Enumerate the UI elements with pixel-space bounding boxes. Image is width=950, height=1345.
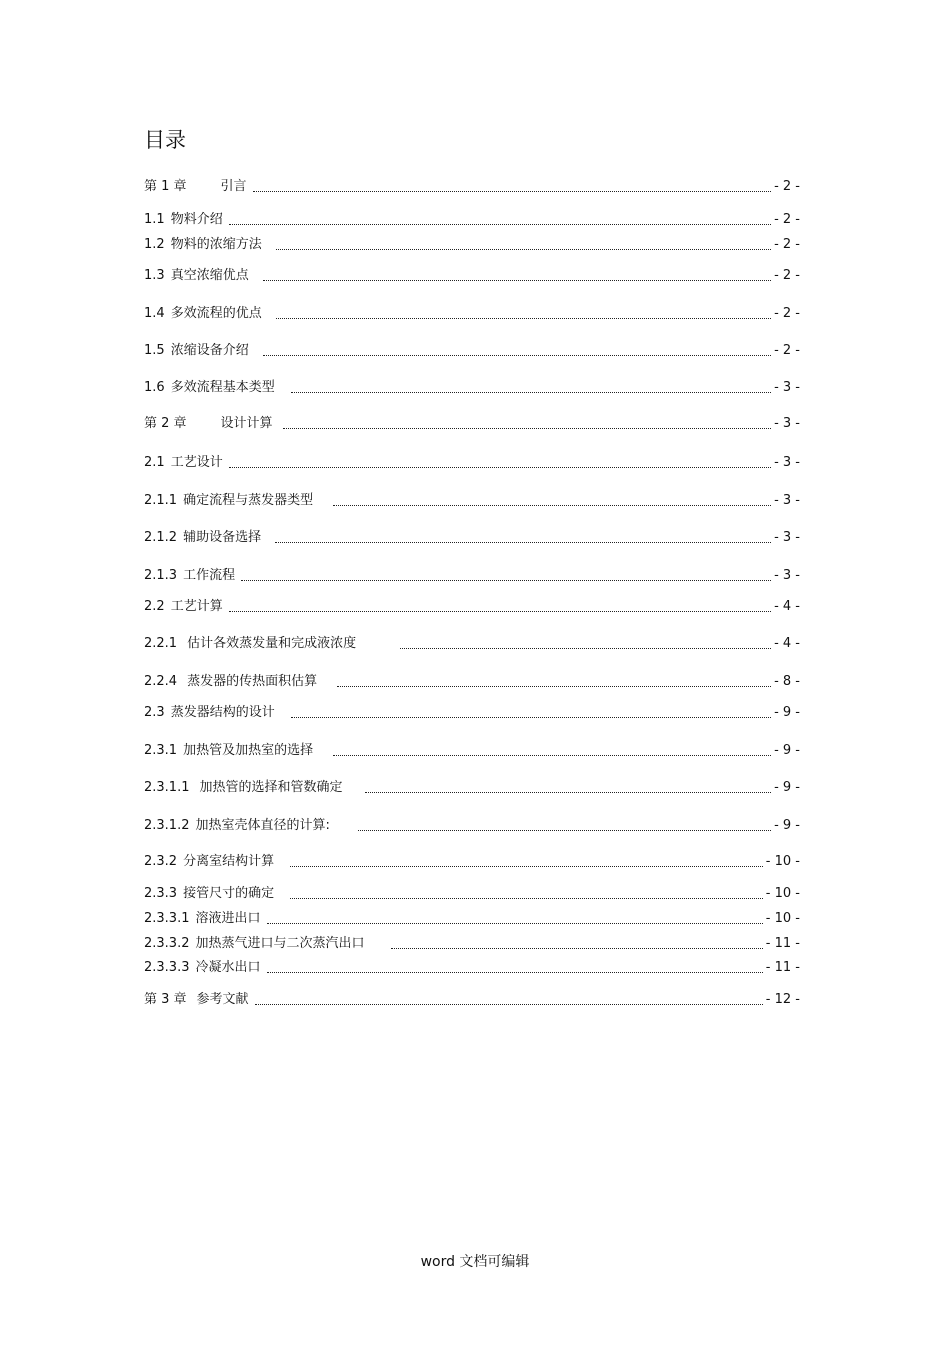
toc-entry-number: 2.2 xyxy=(144,599,165,614)
toc-entry-page: - 4 - xyxy=(774,636,800,651)
toc-leader-dots xyxy=(263,354,771,356)
toc-entry[interactable] xyxy=(144,814,800,834)
toc-entry-page: - 2 - xyxy=(774,306,800,321)
toc-entry-number: 2.3.1.2 xyxy=(144,818,190,833)
toc-entry-page: - 10 - xyxy=(765,886,800,901)
toc-entry[interactable] xyxy=(144,302,800,322)
toc-entry-page: - 8 - xyxy=(774,674,800,689)
toc-title: 目录 xyxy=(144,128,186,152)
toc-entry[interactable] xyxy=(144,739,800,759)
toc-leader-dots xyxy=(337,685,771,687)
toc-entry-number: 2.3.3.2 xyxy=(144,936,190,951)
toc-entry-page: - 4 - xyxy=(774,599,800,614)
toc-leader-dots xyxy=(229,466,771,468)
toc-entry-page: - 3 - xyxy=(774,530,800,545)
toc-entry-number: 1.4 xyxy=(144,306,165,321)
toc-entry[interactable] xyxy=(144,376,800,396)
toc-leader-dots xyxy=(291,716,771,718)
toc-entry[interactable] xyxy=(144,670,800,690)
toc-entry-label: 引言 xyxy=(220,179,247,194)
toc-leader-dots xyxy=(365,791,772,793)
toc-entry-number: 第 2 章 xyxy=(144,416,187,431)
toc-entry-number: 2.2.4 xyxy=(144,674,178,689)
toc-entry[interactable] xyxy=(144,526,800,546)
toc-entry-label: 加热管及加热室的选择 xyxy=(183,743,314,758)
toc-entry-number: 1.6 xyxy=(144,380,165,395)
toc-entry-label: 多效流程的优点 xyxy=(170,306,262,321)
toc-entry-page: - 3 - xyxy=(774,455,800,470)
toc-leader-dots xyxy=(263,279,771,281)
toc-entry-label: 物料的浓缩方法 xyxy=(170,237,262,252)
toc-leader-dots xyxy=(275,541,771,543)
toc-entry-label: 估计各效蒸发量和完成液浓度 xyxy=(187,636,357,651)
toc-entry-label: 加热蒸气进口与二次蒸汽出口 xyxy=(195,936,365,951)
toc-entry-number: 2.2.1 xyxy=(144,636,178,651)
toc-entry[interactable] xyxy=(144,412,800,432)
toc-entry-label: 浓缩设备介绍 xyxy=(170,343,249,358)
toc-leader-dots xyxy=(255,1003,763,1005)
toc-leader-dots xyxy=(229,223,771,225)
toc-entry[interactable] xyxy=(144,701,800,721)
toc-entry-label: 工作流程 xyxy=(183,568,236,583)
toc-entry[interactable] xyxy=(144,595,800,615)
toc-entry-number: 2.3.3 xyxy=(144,886,178,901)
toc-entry-page: - 3 - xyxy=(774,568,800,583)
toc-entry-label: 加热管的选择和管数确定 xyxy=(199,780,343,795)
toc-entry-number: 2.1.1 xyxy=(144,493,178,508)
toc-entry-label: 分离室结构计算 xyxy=(183,854,275,869)
toc-entry-label: 真空浓缩优点 xyxy=(170,268,249,283)
toc-entry-page: - 12 - xyxy=(765,992,800,1007)
toc-leader-dots xyxy=(290,897,763,899)
toc-entry-label: 冷凝水出口 xyxy=(195,960,261,975)
toc-entry-page: - 2 - xyxy=(774,343,800,358)
toc-entry-number: 2.3.1 xyxy=(144,743,178,758)
toc-entry-page: - 11 - xyxy=(765,960,800,975)
toc-leader-dots xyxy=(400,647,771,649)
toc-entry[interactable] xyxy=(144,451,800,471)
toc-entry[interactable] xyxy=(144,564,800,584)
toc-entry-number: 2.3.1.1 xyxy=(144,780,190,795)
toc-entry-number: 2.3.2 xyxy=(144,854,178,869)
toc-entry-page: - 9 - xyxy=(774,818,800,833)
toc-entry-label: 辅助设备选择 xyxy=(183,530,262,545)
toc-entry[interactable] xyxy=(144,339,800,359)
toc-leader-dots xyxy=(229,610,771,612)
toc-leader-dots xyxy=(267,971,763,973)
toc-entry-label: 蒸发器的传热面积估算 xyxy=(187,674,318,689)
toc-entry-page: - 2 - xyxy=(774,268,800,283)
toc-entry-label: 蒸发器结构的设计 xyxy=(170,705,275,720)
toc-entry-page: - 2 - xyxy=(774,237,800,252)
toc-entry[interactable] xyxy=(144,632,800,652)
toc-entry[interactable] xyxy=(144,175,800,195)
toc-entry-label: 工艺计算 xyxy=(170,599,223,614)
toc-leader-dots xyxy=(267,922,763,924)
toc-leader-dots xyxy=(291,391,771,393)
toc-entry-number: 2.3.3.3 xyxy=(144,960,190,975)
toc-entry-page: - 3 - xyxy=(774,380,800,395)
toc-leader-dots xyxy=(276,248,771,250)
toc-entry-page: - 9 - xyxy=(774,705,800,720)
toc-entry[interactable] xyxy=(144,882,800,902)
toc-entry-page: - 3 - xyxy=(774,493,800,508)
toc-entry-label: 多效流程基本类型 xyxy=(170,380,275,395)
toc-leader-dots xyxy=(253,190,772,192)
toc-entry-number: 1.3 xyxy=(144,268,165,283)
toc-leader-dots xyxy=(333,504,771,506)
toc-leader-dots xyxy=(241,579,771,581)
toc-entry-number: 2.3.3.1 xyxy=(144,911,190,926)
toc-entry-page: - 2 - xyxy=(774,179,800,194)
toc-entry-number: 2.1.2 xyxy=(144,530,178,545)
toc-entry[interactable] xyxy=(144,208,800,228)
toc-entry-number: 第 3 章 xyxy=(144,992,187,1007)
toc-leader-dots xyxy=(358,829,771,831)
toc-entry[interactable] xyxy=(144,907,800,927)
toc-entry[interactable] xyxy=(144,264,800,284)
toc-leader-dots xyxy=(276,317,771,319)
toc-entry[interactable] xyxy=(144,233,800,253)
toc-entry-page: - 9 - xyxy=(774,780,800,795)
toc-entry-number: 1.5 xyxy=(144,343,165,358)
toc-entry-label: 加热室壳体直径的计算: xyxy=(195,818,330,833)
toc-entry-label: 物料介绍 xyxy=(170,212,223,227)
toc-entry[interactable] xyxy=(144,932,800,952)
toc-entry-label: 溶液进出口 xyxy=(195,911,261,926)
toc-entry-number: 2.1.3 xyxy=(144,568,178,583)
toc-entry-number: 第 1 章 xyxy=(144,179,187,194)
toc-entry-label: 设计计算 xyxy=(220,416,273,431)
toc-entry-page: - 9 - xyxy=(774,743,800,758)
toc-entry-number: 2.1 xyxy=(144,455,165,470)
toc-entry[interactable] xyxy=(144,850,800,870)
toc-entry-page: - 11 - xyxy=(765,936,800,951)
toc-entry[interactable] xyxy=(144,956,800,976)
toc-entry-label: 工艺设计 xyxy=(170,455,223,470)
toc-entry-page: - 10 - xyxy=(765,911,800,926)
toc-entry[interactable] xyxy=(144,988,800,1008)
toc-entry-number: 1.1 xyxy=(144,212,165,227)
toc-entry-page: - 2 - xyxy=(774,212,800,227)
toc-entry-page: - 10 - xyxy=(765,854,800,869)
toc-leader-dots xyxy=(333,754,771,756)
toc-entry-label: 接管尺寸的确定 xyxy=(183,886,275,901)
toc-entry-page: - 3 - xyxy=(774,416,800,431)
toc-entry[interactable] xyxy=(144,489,800,509)
toc-entry[interactable] xyxy=(144,776,800,796)
toc-entry-label: 确定流程与蒸发器类型 xyxy=(183,493,314,508)
toc-leader-dots xyxy=(391,947,763,949)
toc-leader-dots xyxy=(290,865,763,867)
toc-entry-number: 1.2 xyxy=(144,237,165,252)
toc-entry-number: 2.3 xyxy=(144,705,165,720)
page-footer: word 文档可编辑 xyxy=(420,1254,530,1270)
toc-entry-label: 参考文献 xyxy=(196,992,249,1007)
toc-leader-dots xyxy=(283,427,772,429)
